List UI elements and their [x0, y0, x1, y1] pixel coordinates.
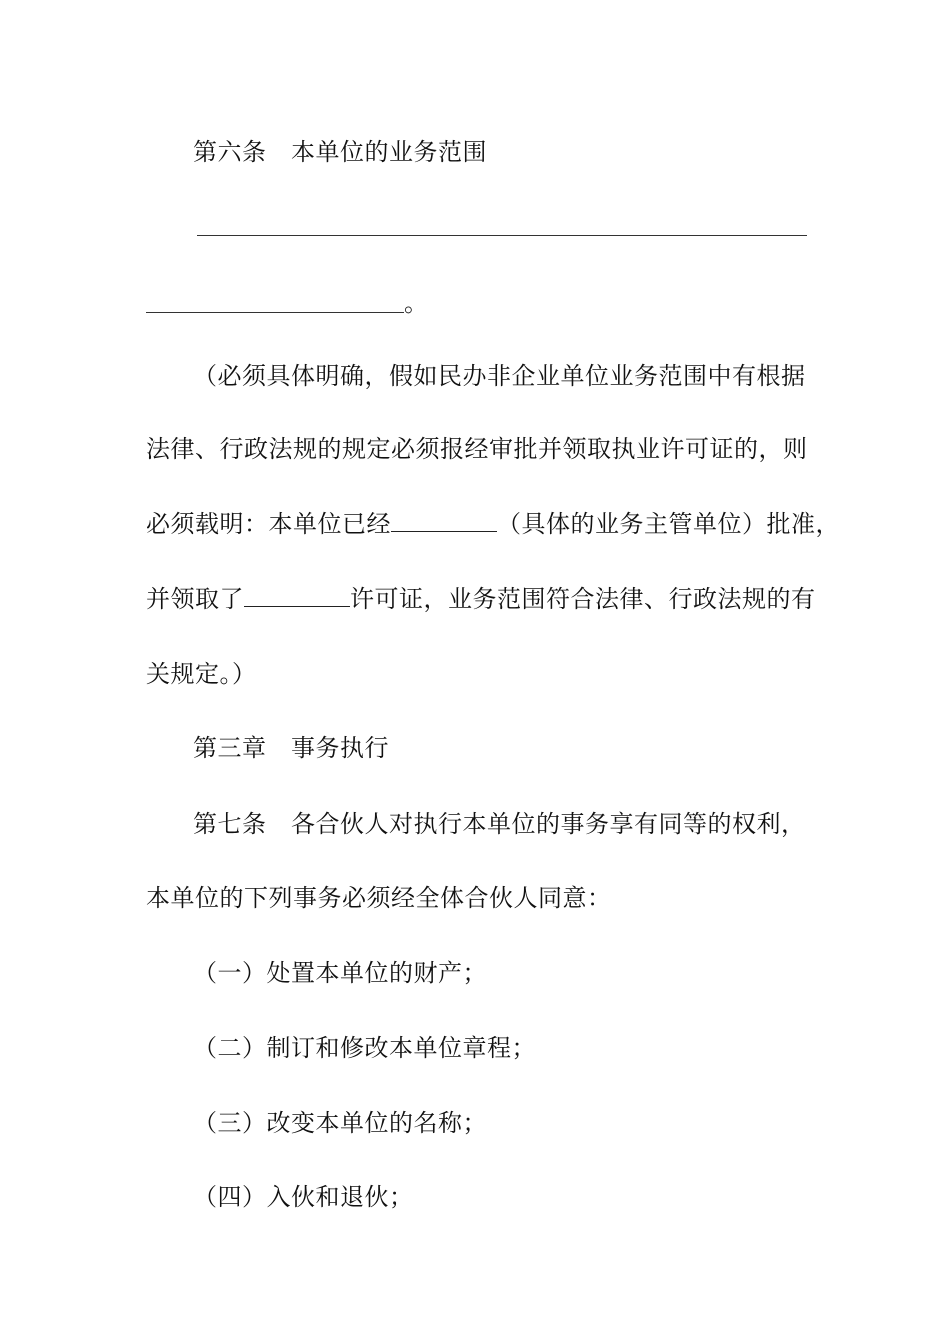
- scope-blank-line-1: [197, 235, 807, 236]
- chapter-3-heading: 第三章 事务执行: [193, 734, 389, 762]
- note-line-3-end: （具体的业务主管单位）批准，: [497, 510, 840, 538]
- note-line-5: 关规定。）: [146, 660, 257, 688]
- note-line-3: [146, 509, 840, 539]
- list-item: （三）改变本单位的名称；: [193, 1109, 487, 1137]
- list-item: （二）制订和修改本单位章程；: [193, 1034, 536, 1062]
- scope-end-mark: 。: [404, 289, 428, 317]
- article-7-line-1: 第七条 各合伙人对执行本单位的事务享有同等的权利，: [193, 810, 806, 838]
- note-line-3-start: 必须载明：本单位已经: [146, 510, 391, 538]
- article-6-heading: 第六条 本单位的业务范围: [193, 138, 487, 166]
- authority-blank: [391, 509, 497, 532]
- note-line-4-end: 许可证，业务范围符合法律、行政法规的有: [350, 585, 816, 613]
- list-item: （四）入伙和退伙；: [193, 1183, 414, 1211]
- scope-blank-line-2: [146, 312, 404, 313]
- article-7-line-2: 本单位的下列事务必须经全体合伙人同意：: [146, 884, 612, 912]
- list-item: （一）处置本单位的财产；: [193, 959, 487, 987]
- note-line-2: 法律、行政法规的规定必须报经审批并领取执业许可证的，则: [146, 435, 808, 463]
- note-line-1: （必须具体明确，假如民办非企业单位业务范围中有根据: [193, 362, 806, 390]
- note-line-4-start: 并领取了: [146, 585, 244, 613]
- note-line-4: [146, 584, 816, 614]
- license-blank: [244, 584, 350, 607]
